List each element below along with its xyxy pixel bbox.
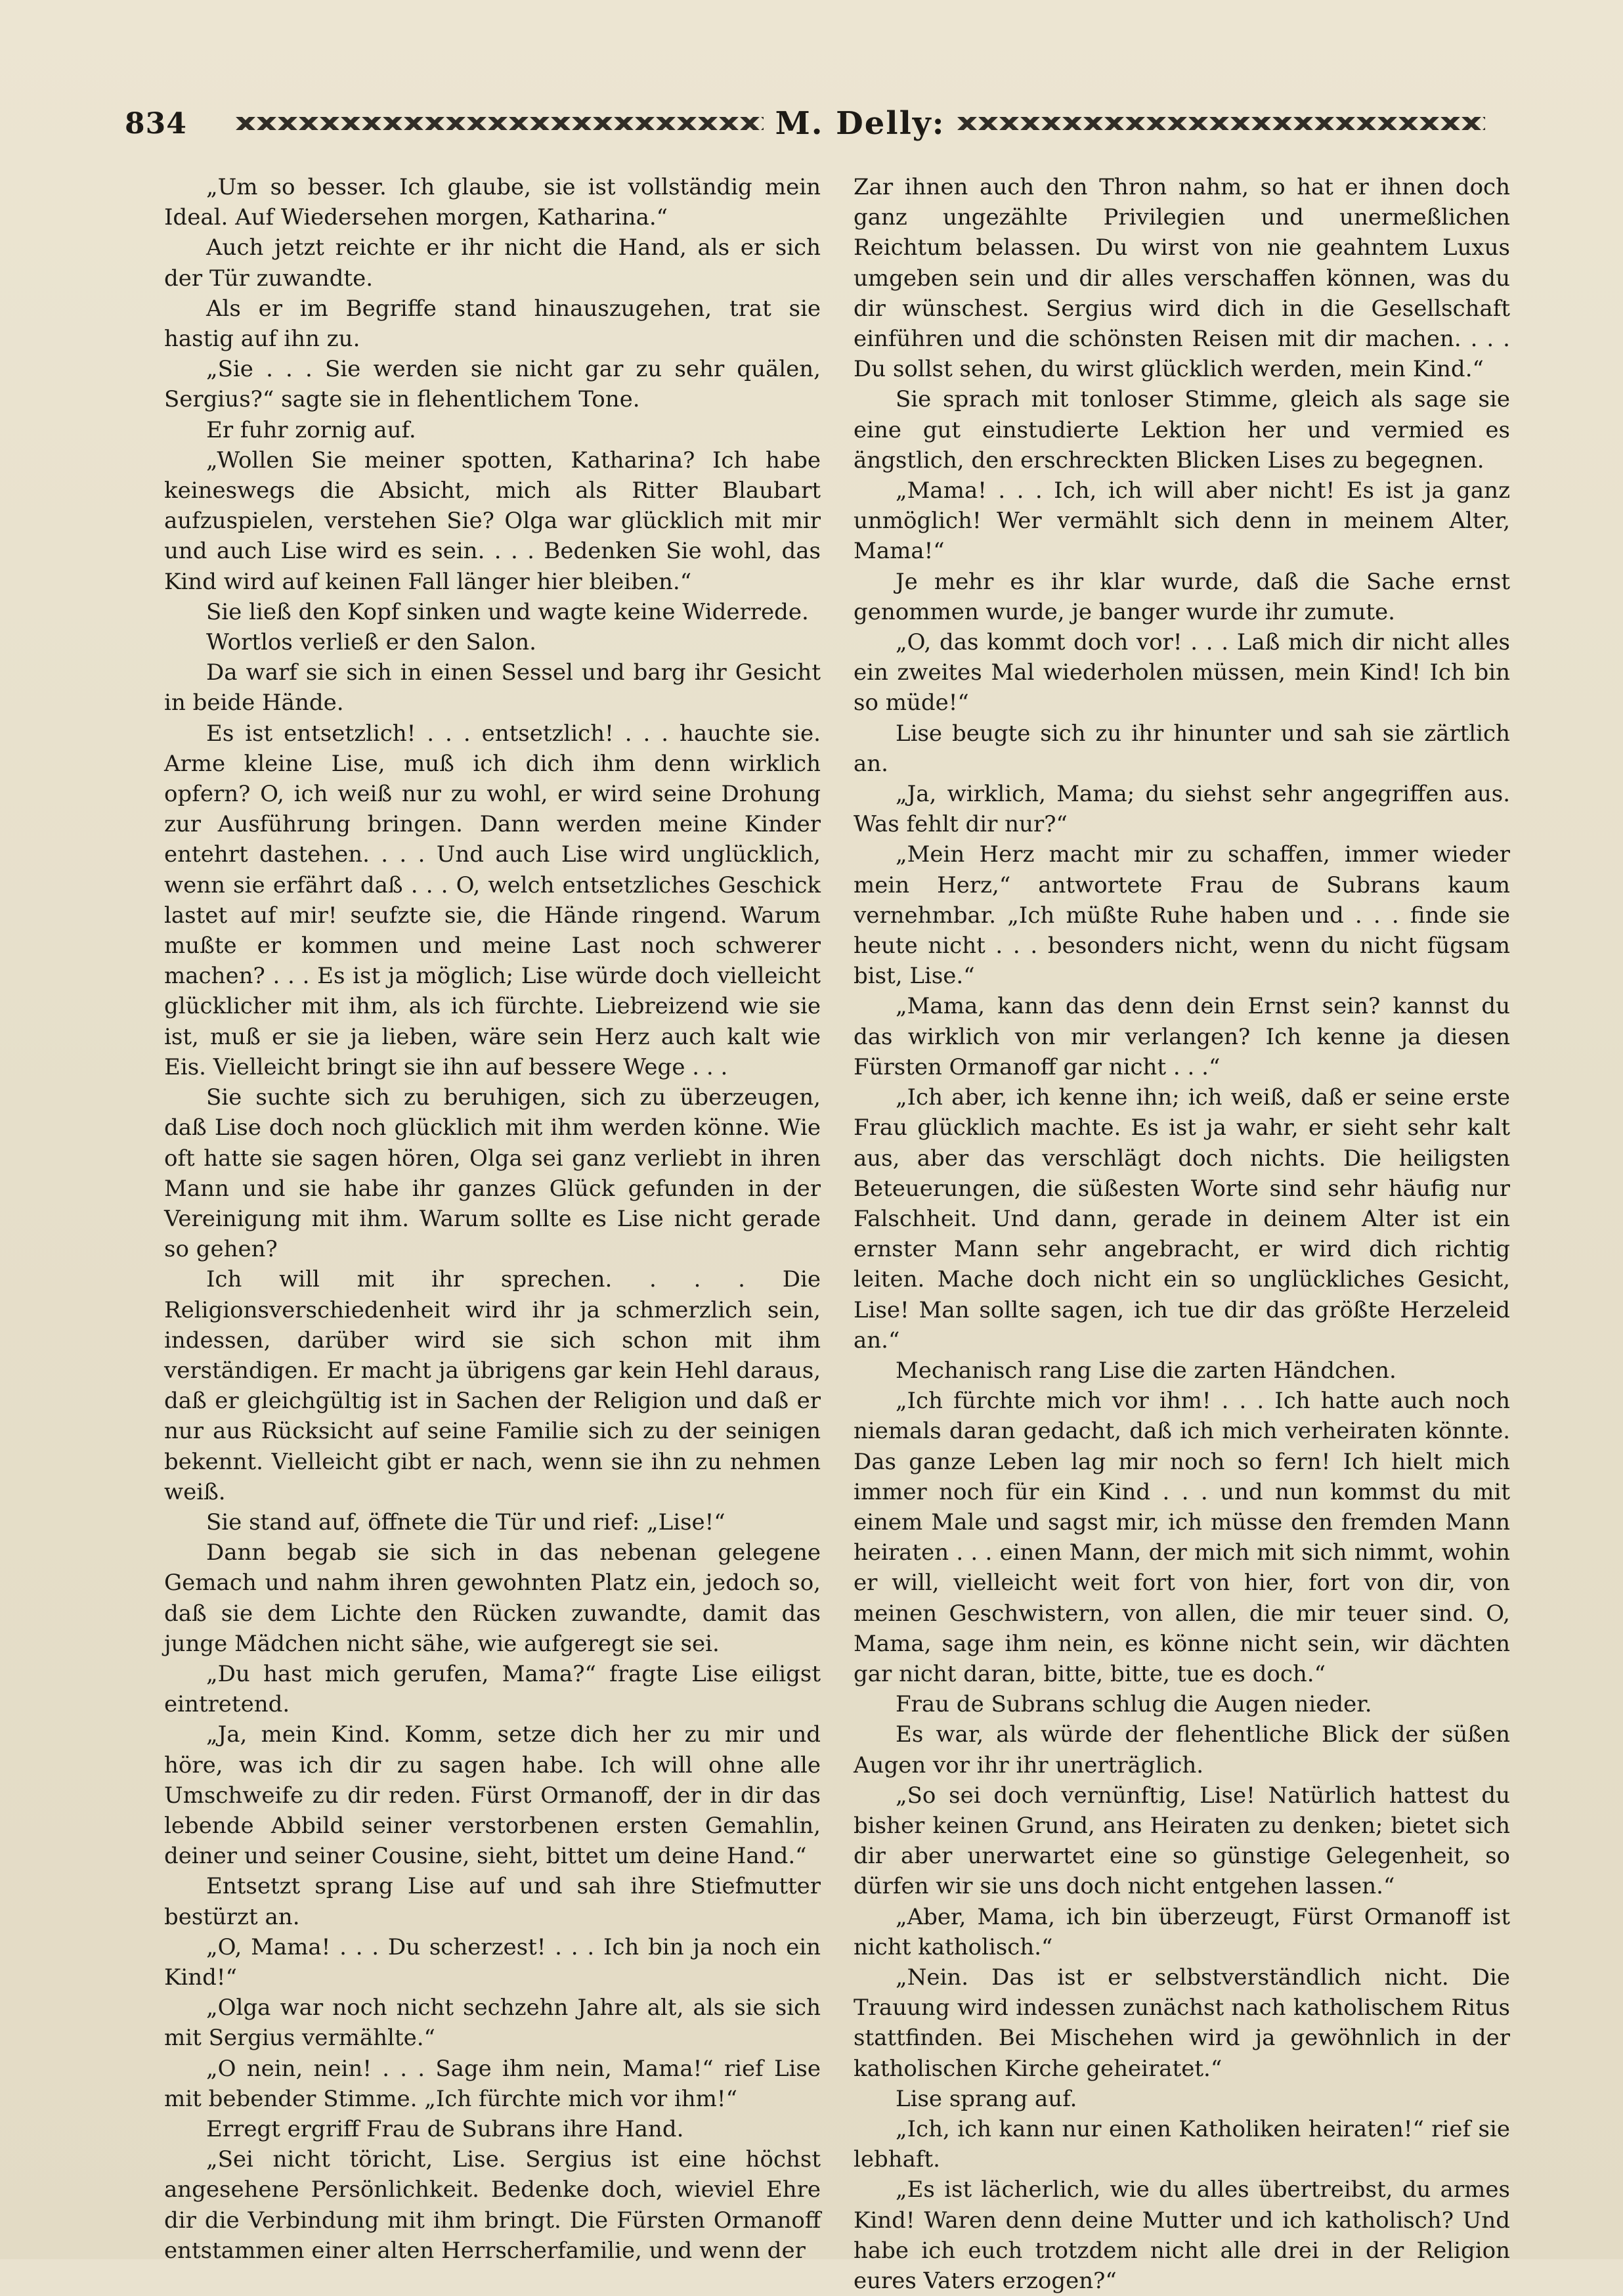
- paragraph: Sie ließ den Kopf sinken und wagte keine Widerrede.: [206, 598, 809, 625]
- paragraph: „O, Mama! . . . Du scherzest! . . . Ich bin ja noch ein Kind!“: [164, 1933, 821, 1991]
- paragraph: „Aber, Mama, ich bin überzeugt, Fürst Ormanoff ist nicht katholisch.“: [854, 1903, 1510, 1960]
- paragraph: Mechanisch rang Lise die zarten Händchen.: [896, 1357, 1396, 1384]
- text-column-left: [164, 172, 821, 2264]
- paragraph: Sie stand auf, öffnete die Tür und rief: „Lise!“: [206, 1509, 725, 1535]
- text-column-right: [854, 172, 1510, 2295]
- page-header: [125, 97, 1497, 150]
- paragraph: „Mama, kann das denn dein Ernst sein? kannst du das wirklich von mir verlangen? Ich kenne ja diesen Fürsten Ormanoff gar nicht . . .“: [854, 993, 1510, 1080]
- paragraph: „O nein, nein! . . . Sage ihm nein, Mama!“ rief Lise mit bebender Stimme. „Ich fürchte mich vor ihm!“: [164, 2055, 821, 2112]
- paragraph: Wortlos verließ er den Salon.: [206, 629, 536, 656]
- page-number: 834: [125, 106, 187, 141]
- paragraph: Entsetzt sprang Lise auf und sah ihre Stiefmutter bestürzt an.: [164, 1873, 821, 1930]
- paragraph: „Du hast mich gerufen, Mama?“ fragte Lise eiligst eintretend.: [164, 1660, 821, 1718]
- paragraph: Es war, als würde der flehentliche Blick der süßen Augen vor ihr ihr unerträglich.: [854, 1721, 1510, 1778]
- paragraph: „Olga war noch nicht sechzehn Jahre alt, als sie sich mit Sergius vermählte.“: [164, 1995, 821, 2052]
- paragraph: Da warf sie sich in einen Sessel und barg ihr Gesicht in beide Hände.: [164, 659, 821, 717]
- paragraph: „Sei nicht töricht, Lise. Sergius ist eine höchst angesehene Persönlichkeit. Bedenke doch, wieviel Ehre dir die Verbindung mit ihm bringt. Die Fürsten Ormanoff entstammen einer alten Herrscherfamilie, und wenn der: [164, 2146, 821, 2264]
- ornament-rule-right: [957, 117, 1485, 130]
- paragraph: „Mein Herz macht mir zu schaffen, immer wieder mein Herz,“ antwortete Frau de Subrans kaum vernehmbar. „Ich müßte Ruhe haben und . . . finde sie heute nicht . . . besonders nicht, wenn du nicht fügsam bist, Lise.“: [854, 841, 1510, 990]
- paragraph: Dann begab sie sich in das nebenan gelegene Gemach und nahm ihren gewohnten Platz ein, jedoch so, daß sie dem Lichte den Rücken zuwandte, damit das junge Mädchen nicht sähe, wie aufgeregt sie sei.: [164, 1539, 821, 1657]
- paragraph: Ich will mit ihr sprechen. . . . Die Religionsverschiedenheit wird ihr ja schmerzlich sein, indessen, darüber wird sie sich schon mit ihm verständigen. Er macht ja übrigens gar kein Hehl daraus, daß er gleichgültig ist in Sachen der Religion und daß er nur aus Rücksicht auf seine Familie sich zu der seinigen bekennt. Vielleicht gibt er nach, wenn sie ihn zu nehmen weiß.: [164, 1266, 821, 1505]
- paragraph: „Wollen Sie meiner spotten, Katharina? Ich habe keineswegs die Absicht, mich als Ritter Blaubart aufzuspielen, verstehen Sie? Olga war glücklich mit mir und auch Lise wird es sein. . . . Bedenken Sie wohl, das Kind wird auf keinen Fall länger hier bleiben.“: [164, 447, 821, 595]
- paragraph-continued: Zar ihnen auch den Thron nahm, so hat er ihnen doch ganz ungezählte Privilegien und unermeßlichen Reichtum belassen. Du wirst von nie geahntem Luxus umgeben sein und dir alles verschaffen können, was du dir wünschest. Sergius wird dich in die Gesellschaft einführen und die schönsten Reisen mit dir machen. . . . Du sollst sehen, du wirst glücklich werden, mein Kind.“: [854, 174, 1510, 383]
- paragraph: Es ist entsetzlich! . . . entsetzlich! . . . hauchte sie. Arme kleine Lise, muß ich dich ihm denn wirklich opfern? O, ich weiß nur zu wohl, er wird seine Drohung zur Ausführung bringen. Dann werden meine Kinder entehrt dastehen. . . . Und auch Lise wird unglücklich, wenn sie erfährt daß . . . O, welch entsetzliches Geschick lastet auf mir! seufzte sie, die Hände ringend. Warum mußte er kommen und meine Last noch schwerer machen? . . . Es ist ja möglich; Lise würde doch vielleicht glücklicher mit ihm, als ich fürchte. Liebreizend wie sie ist, muß er sie ja lieben, wäre sein Herz auch kalt wie Eis. Vielleicht bringt sie ihn auf bessere Wege . . .: [164, 720, 821, 1080]
- paragraph: „Es ist lächerlich, wie du alles übertreibst, du armes Kind! Waren denn deine Mutter und ich katholisch? Und habe ich euch trotzdem nicht alle drei in der Religion eures Vaters erzogen?“: [854, 2176, 1510, 2295]
- paragraph: Frau de Subrans schlug die Augen nieder.: [896, 1691, 1372, 1718]
- paragraph: „Mama! . . . Ich, ich will aber nicht! Es ist ja ganz unmöglich! Wer vermählt sich denn in meinem Alter, Mama!“: [854, 477, 1510, 565]
- paragraph: Lise beugte sich zu ihr hinunter und sah sie zärtlich an.: [854, 720, 1510, 777]
- paragraph: Je mehr es ihr klar wurde, daß die Sache ernst genommen wurde, je banger wurde ihr zumute.: [854, 568, 1510, 625]
- paragraph: „Ich, ich kann nur einen Katholiken heiraten!“ rief sie lebhaft.: [854, 2116, 1510, 2173]
- paragraph: „Sie . . . Sie werden sie nicht gar zu sehr quälen, Sergius?“ sagte sie in flehentlichem Tone.: [164, 356, 821, 413]
- paragraph: „Ich aber, ich kenne ihn; ich weiß, daß er seine erste Frau glücklich machte. Es ist ja wahr, er sieht sehr kalt aus, aber das verschlägt doch nichts. Die heiligsten Beteuerungen, die süßesten Worte sind sehr häufig nur Falschheit. Und dann, gerade in deinem Alter ist ein ernster Mann sehr angebracht, er wird dich richtig leiten. Mache doch nicht ein so unglückliches Gesicht, Lise! Man sollte sagen, ich tue dir das größte Herzeleid an.“: [854, 1084, 1510, 1354]
- ornament-rule-left: [235, 117, 764, 130]
- paragraph: „So sei doch vernünftig, Lise! Natürlich hattest du bisher keinen Grund, ans Heiraten zu denken; bietet sich dir aber unerwartet eine so günstige Gelegenheit, so dürfen wir sie uns doch nicht entgehen lassen.“: [854, 1782, 1510, 1900]
- paragraph: „Ich fürchte mich vor ihm! . . . Ich hatte auch noch niemals daran gedacht, daß ich mich verheiraten könnte. Das ganze Leben lag mir noch so fern! Ich hielt mich immer noch für ein Kind . . . und nun kommst du mit einem Male und sagst mir, ich müsse den fremden Mann heiraten . . . einen Mann, der mich mit sich nimmt, wohin er will, vielleicht weit fort von hier, fort von dir, von meinen Geschwistern, von allen, die mir teuer sind. O, Mama, sage ihm nein, es könne nicht sein, wir dächten gar nicht daran, bitte, bitte, tue es doch.“: [854, 1388, 1510, 1687]
- paragraph: „Nein. Das ist er selbstverständlich nicht. Die Trauung wird indessen zunächst nach katholischem Ritus stattfinden. Bei Mischehen wird ja gewöhnlich in der katholischen Kirche geheiratet.“: [854, 1964, 1510, 2082]
- running-title: M. Delly:: [775, 105, 945, 142]
- paragraph: „Um so besser. Ich glaube, sie ist vollständig mein Ideal. Auf Wiedersehen morgen, Katharina.“: [164, 174, 821, 231]
- paragraph: Auch jetzt reichte er ihr nicht die Hand, als er sich der Tür zuwandte.: [164, 234, 821, 292]
- paragraph: Als er im Begriffe stand hinauszugehen, trat sie hastig auf ihn zu.: [164, 295, 821, 353]
- paragraph: „Ja, wirklich, Mama; du siehst sehr angegriffen aus. Was fehlt dir nur?“: [854, 781, 1510, 838]
- paragraph: Er fuhr zornig auf.: [206, 416, 416, 443]
- paragraph: Erregt ergriff Frau de Subrans ihre Hand.: [206, 2116, 684, 2142]
- paragraph: „Ja, mein Kind. Komm, setze dich her zu mir und höre, was ich dir zu sagen habe. Ich will ohne alle Umschweife zu dir reden. Fürst Ormanoff, der in dir das lebende Abbild seiner verstorbenen ersten Gemahlin, deiner und seiner Cousine, sieht, bittet um deine Hand.“: [164, 1721, 821, 1870]
- paragraph: Lise sprang auf.: [896, 2085, 1077, 2112]
- paragraph: Sie sprach mit tonloser Stimme, gleich als sage sie eine gut einstudierte Lektion her und vermied es ängstlich, den erschreckten Blicken Lises zu begegnen.: [854, 386, 1510, 474]
- paragraph: Sie suchte sich zu beruhigen, sich zu überzeugen, daß Lise doch noch glücklich mit ihm werden könne. Wie oft hatte sie sagen hören, Olga sei ganz verliebt in ihren Mann und sie habe ihr ganzes Glück gefunden in der Vereinigung mit ihm. Warum sollte es Lise nicht gerade so gehen?: [164, 1084, 821, 1263]
- paragraph: „O, das kommt doch vor! . . . Laß mich dir nicht alles ein zweites Mal wiederholen müssen, mein Kind! Ich bin so müde!“: [854, 629, 1510, 717]
